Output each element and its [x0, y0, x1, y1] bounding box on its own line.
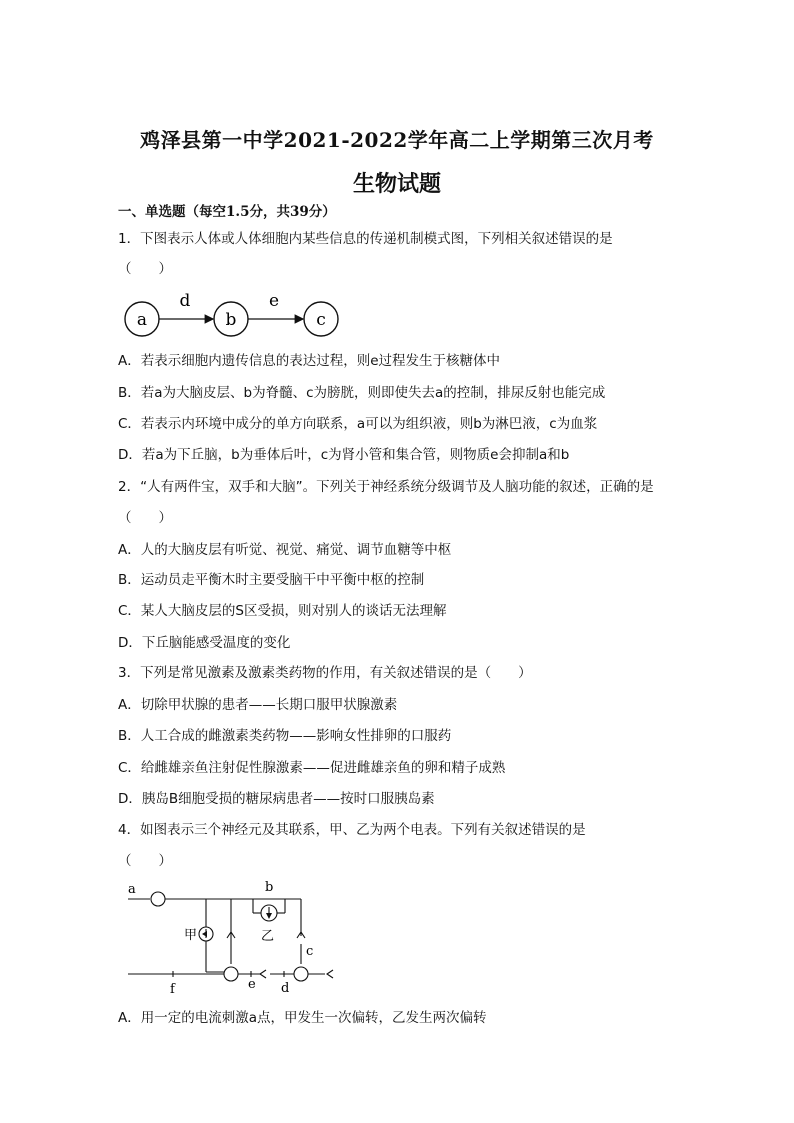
- node-a-label: a: [136, 310, 148, 330]
- q2-option-d: D．下丘脑能感受温度的变化: [118, 635, 291, 651]
- q3-option-a: A．切除甲状腺的患者——长期口服甲状腺激素: [118, 697, 398, 713]
- node-c-label: c: [316, 310, 326, 330]
- q1-option-a: A．若表示细胞内遗传信息的表达过程，则e过程发生于核糖体中: [118, 353, 501, 369]
- q1-answer-paren: （ ）: [118, 261, 172, 277]
- exam-subtitle: 生物试题: [352, 171, 441, 197]
- arrow-e-label: e: [268, 291, 280, 311]
- q1-option-c: C．若表示内环境中成分的单方向联系，a可以为组织液，则b为淋巴液，c为血浆: [118, 416, 598, 432]
- q2-option-c: C．某人大脑皮层的S区受损，则对别人的谈话无法理解: [118, 603, 447, 619]
- q1-option-b: B．若a为大脑皮层、b为脊髓、c为膀胱，则即使失去a的控制，排尿反射也能完成: [118, 385, 606, 401]
- q3-option-b: B．人工合成的雌激素类药物——影响女性排卵的口服药: [118, 728, 452, 744]
- neuron-3-soma: [294, 967, 308, 981]
- q2-stem: 2．“人有两件宝，双手和大脑”。下列关于神经系统分级调节及人脑功能的叙述，正确的是: [118, 479, 654, 495]
- q4-answer-paren: （ ）: [118, 853, 172, 869]
- q3-option-c: C．给雌雄亲鱼注射促性腺激素——促进雌雄亲鱼的卵和精子成熟: [118, 760, 506, 776]
- q4-stem: 4．如图表示三个神经元及其联系，甲、乙为两个电表。下列有关叙述错误的是: [118, 822, 586, 838]
- q1-option-d: D．若a为下丘脑，b为垂体后叶，c为肾小管和集合管，则物质e会抑制a和b: [118, 447, 570, 463]
- q4-option-a: A．用一定的电流刺激a点，甲发生一次偏转，乙发生两次偏转: [118, 1010, 487, 1026]
- label-d: d: [281, 981, 290, 996]
- exam-title: 鸡泽县第一中学2021-2022学年高二上学期第三次月考: [140, 128, 654, 152]
- q4-neuron-diagram: [118, 876, 353, 1000]
- label-f: f: [170, 982, 175, 997]
- neuron-1-soma: [151, 892, 165, 906]
- q3-option-d: D．胰岛B细胞受损的糖尿病患者——按时口服胰岛素: [118, 791, 435, 807]
- q2-option-b: B．运动员走平衡木时主要受脑干中平衡中枢的控制: [118, 572, 425, 588]
- label-c: c: [306, 944, 314, 959]
- label-e: e: [248, 977, 256, 992]
- label-a: a: [128, 882, 136, 897]
- q2-answer-paren: （ ）: [118, 510, 172, 526]
- section-heading: 一、单选题（每空1.5分，共39分）: [118, 204, 336, 220]
- synapse-4: [327, 970, 333, 978]
- q3-stem: 3．下列是常见激素及激素类药物的作用，有关叙述错误的是（ ）: [118, 665, 532, 681]
- q2-option-a: A．人的大脑皮层有听觉、视觉、痛觉、调节血糖等中枢: [118, 542, 452, 558]
- label-jia: 甲: [184, 928, 198, 943]
- q1-stem: 1．下图表示人体或人体细胞内某些信息的传递机制模式图，下列相关叙述错误的是: [118, 231, 613, 247]
- label-b: b: [265, 880, 274, 895]
- arrow-d-label: d: [179, 291, 191, 311]
- label-yi: 乙: [261, 929, 275, 944]
- neuron-2-soma: [224, 967, 238, 981]
- node-b-label: b: [225, 310, 237, 330]
- q1-diagram: [118, 286, 348, 342]
- synapse-3: [260, 970, 266, 978]
